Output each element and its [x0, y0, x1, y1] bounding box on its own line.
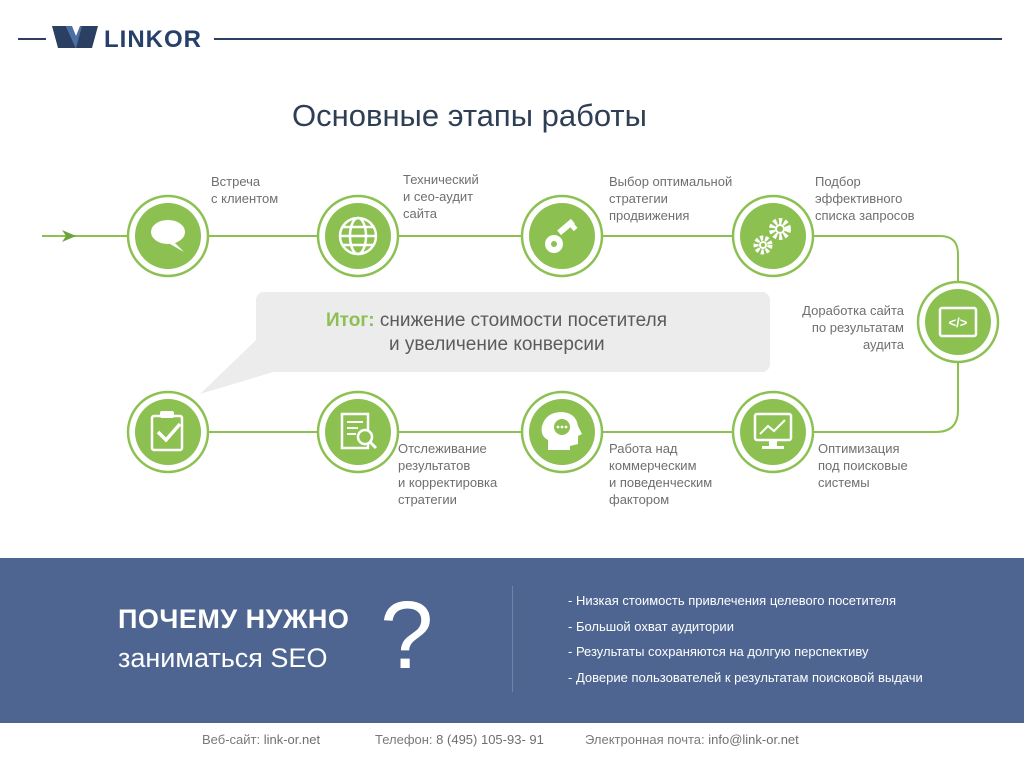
step-circle-3: [522, 196, 602, 276]
step-label-8: Отслеживание результатов и корректировка стратегии: [398, 441, 498, 507]
footer-website-link[interactable]: link-or.net: [263, 732, 321, 747]
footer-website-label: Веб-сайт:: [202, 732, 261, 747]
list-item: - Большой охват аудитории: [568, 618, 734, 634]
footer-email-label: Электронная почта:: [585, 732, 705, 747]
footer-phone-label: Телефон:: [375, 732, 433, 747]
why-heading-line-1: ПОЧЕМУ НУЖНО: [118, 604, 350, 634]
step-circle-9: [128, 392, 208, 472]
step-label-7: Работа над коммерческим и поведенческим фактором: [609, 441, 713, 507]
step-label-5: Доработка сайта по результатам аудита: [802, 303, 904, 352]
result-line-1: [326, 307, 667, 334]
band-divider: [512, 586, 513, 692]
question-mark: ?: [380, 582, 434, 689]
brand-name: LINKOR: [104, 26, 202, 53]
list-item: - Результаты сохраняются на долгую перспективу: [568, 644, 869, 659]
footer-website: [202, 732, 320, 747]
step-label-6: Оптимизация под поисковые системы: [818, 441, 908, 490]
step-circle-8: [318, 392, 398, 472]
result-bubble-tail: [200, 340, 280, 396]
list-item: - Доверие пользователей к результатам поисковой выдачи: [568, 669, 923, 685]
step-circle-1: [128, 196, 208, 276]
step-label-3: Выбор оптимальной стратегии продвижения: [609, 174, 733, 223]
footer-email: [585, 732, 799, 747]
list-item: - Низкая стоимость привлечения целевого посетителя: [568, 593, 897, 608]
result-text-1: снижение стоимости посетителя: [379, 310, 667, 331]
why-heading-line-2: заниматься SEO: [118, 643, 328, 673]
page-title: Основные этапы работы: [292, 98, 647, 133]
svg-text:</>: </>: [948, 315, 968, 330]
result-label: Итог:: [326, 310, 375, 331]
result-text-2: и увеличение конверсии: [389, 334, 605, 355]
footer-phone: [375, 732, 544, 747]
footer-phone-link[interactable]: 8 (495) 105-93- 91: [436, 732, 544, 747]
footer-email-link[interactable]: info@link-or.net: [708, 732, 799, 747]
step-label-2: Технический и сео-аудит сайта: [403, 172, 479, 221]
reasons-list: [568, 592, 923, 694]
step-circle-6: [733, 392, 813, 472]
step-label-1: Встреча с клиентом: [211, 174, 279, 206]
step-circle-2: [318, 196, 398, 276]
step-circle-4: [733, 196, 813, 276]
step-label-4: Подбор эффективного списка запросов: [815, 174, 915, 223]
step-circle-7: [522, 392, 602, 472]
step-circle-5: [918, 282, 998, 362]
